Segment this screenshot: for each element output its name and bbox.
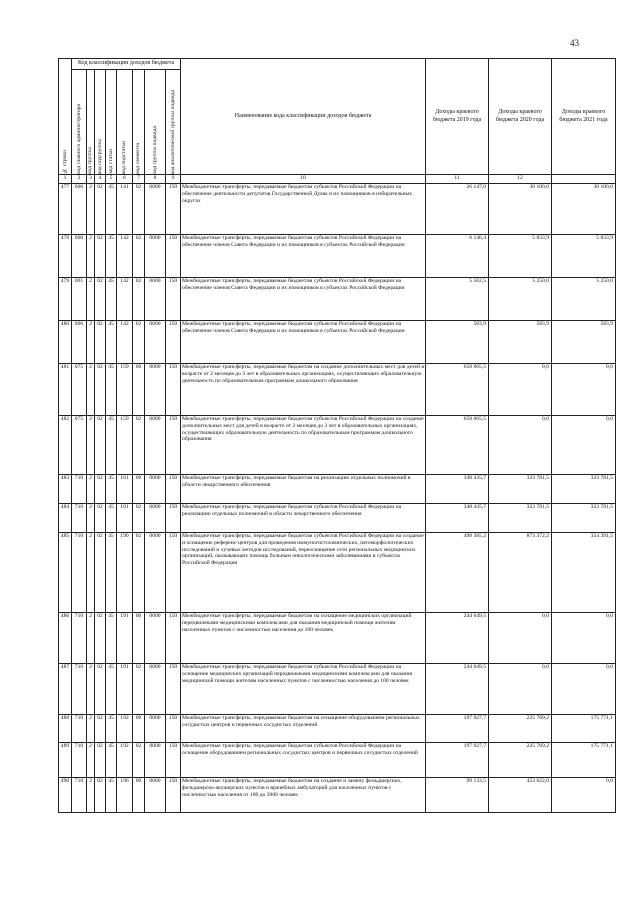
admin-code-cell: 710	[72, 475, 87, 504]
article-code-cell: 45	[106, 504, 117, 533]
income-2021-cell: 0,0	[552, 364, 616, 416]
table-body	[59, 184, 616, 813]
subarticle-code-cell: 192	[117, 715, 133, 743]
subarticle-code-cell: 192	[117, 743, 133, 778]
classification-group-header: Код классификации доходов бюджета	[72, 59, 181, 70]
subgroup-code-cell: 02	[95, 504, 106, 533]
group-code-cell: 2	[87, 184, 95, 235]
analytic-group-code-cell: 150	[166, 475, 181, 504]
admin-code-cell: 006	[72, 321, 87, 364]
column-number: 2	[72, 175, 87, 184]
income-name-cell: Межбюджетные трансферты, передаваемые бюджетам субъектов Российской Федерации на обеспечение членов Совета Федерации и их помощников в субъектах Российской Федерации	[181, 278, 426, 321]
income-2019-cell: 99 133,5	[426, 778, 489, 813]
admin-code-cell: 710	[72, 504, 87, 533]
subgroup-code-cell: 02	[95, 533, 106, 613]
income-2020-cell: 323 781,5	[489, 504, 552, 533]
article-code-cell: 45	[106, 416, 117, 475]
table-row	[59, 184, 616, 235]
element-code-cell: 02	[133, 184, 145, 235]
table-row	[59, 613, 616, 664]
analytic-group-code-header: код аналитической группы подвида	[166, 70, 181, 175]
subgroup-code-cell: 02	[95, 475, 106, 504]
column-number: 3	[87, 175, 95, 184]
subarticle-code-cell: 196	[117, 778, 133, 813]
income-name-cell: Межбюджетные трансферты, передаваемые бюджетам на реализацию отдельных полномочий в области лекарственного обеспечения	[181, 475, 426, 504]
table-row	[59, 235, 616, 278]
income-2019-cell: 26 147,0	[426, 184, 489, 235]
admin-code-header: код главного администратора	[72, 70, 87, 175]
income-2020-cell: 0,0	[489, 613, 552, 664]
income-2020-cell: 0,0	[489, 364, 552, 416]
income-2019-cell: 244 649,5	[426, 664, 489, 715]
income-2021-cell: 0,0	[552, 613, 616, 664]
income-name-cell: Межбюджетные трансферты, передаваемые бюджетам на оснащение оборудованием региональных сосудистых центров и первичных сосудистых отделений	[181, 715, 426, 743]
income-2020-cell: 0,0	[489, 416, 552, 475]
article-code-cell: 45	[106, 743, 117, 778]
income-2021-cell: 175 771,1	[552, 715, 616, 743]
analytic-group-code-cell: 150	[166, 778, 181, 813]
admin-code-cell: 710	[72, 715, 87, 743]
analytic-group-code-cell: 150	[166, 504, 181, 533]
income-2020-cell: 873 372,2	[489, 533, 552, 613]
analytic-group-code-cell: 150	[166, 743, 181, 778]
analytic-group-code-cell: 150	[166, 715, 181, 743]
income-name-cell: Межбюджетные трансферты, передаваемые бюджетам субъектов Российской Федерации на реализацию отдельных полномочий в области лекарственного обеспечения	[181, 504, 426, 533]
subgroup-code-cell: 02	[95, 613, 106, 664]
article-code-cell: 45	[106, 321, 117, 364]
subtype-group-code-cell: 0000	[145, 475, 166, 504]
column-number: 8	[145, 175, 166, 184]
admin-code-cell: 710	[72, 664, 87, 715]
income-2019-cell: 658 065,5	[426, 364, 489, 416]
income-2020-cell: 5 833,9	[489, 235, 552, 278]
analytic-group-code-cell: 150	[166, 364, 181, 416]
subgroup-code-cell: 02	[95, 715, 106, 743]
table-row	[59, 278, 616, 321]
income-2021-cell: 0,0	[552, 778, 616, 813]
element-code-cell: 02	[133, 235, 145, 278]
element-code-cell: 00	[133, 715, 145, 743]
budget-revenue-table	[58, 58, 616, 813]
table-row	[59, 715, 616, 743]
subgroup-code-cell: 02	[95, 278, 106, 321]
subtype-group-code-cell: 0000	[145, 364, 166, 416]
subtype-group-code-cell: 0000	[145, 715, 166, 743]
element-code-cell: 02	[133, 743, 145, 778]
income-2019-cell: 197 927,7	[426, 743, 489, 778]
row-number-cell: 482	[59, 416, 72, 475]
subtype-group-code-cell: 0000	[145, 664, 166, 715]
table-row	[59, 504, 616, 533]
group-code-cell: 2	[87, 664, 95, 715]
income-2021-cell: 323 781,5	[552, 475, 616, 504]
income-2020-header: Доходы краевого бюджета 2020 года	[489, 59, 552, 175]
subarticle-code-cell: 191	[117, 613, 133, 664]
income-name-cell: Межбюджетные трансферты, передаваемые бюджетам на оснащение медицинских организаций передвижными медицинскими комплексами для оказания медицинской помощи жителям населенных пунктов с численностью населения до 100 человек	[181, 613, 426, 664]
column-number: 6	[117, 175, 133, 184]
article-code-cell: 45	[106, 533, 117, 613]
income-2021-cell: 583,9	[552, 321, 616, 364]
subgroup-code-cell: 02	[95, 778, 106, 813]
income-2021-cell: 0,0	[552, 416, 616, 475]
income-2019-cell: 6 146,4	[426, 235, 489, 278]
subgroup-code-cell: 02	[95, 321, 106, 364]
element-code-cell: 02	[133, 278, 145, 321]
table-row	[59, 416, 616, 475]
income-2020-cell: 583,9	[489, 321, 552, 364]
income-2019-header: Доходы краевого бюджета 2019 года	[426, 59, 489, 175]
element-code-cell: 02	[133, 504, 145, 533]
subtype-group-code-cell: 0000	[145, 278, 166, 321]
row-number-cell: 477	[59, 184, 72, 235]
income-2021-cell: 0,0	[552, 664, 616, 715]
row-number-cell: 485	[59, 533, 72, 613]
subgroup-code-cell: 02	[95, 743, 106, 778]
article-code-cell: 45	[106, 778, 117, 813]
table-row	[59, 321, 616, 364]
subarticle-code-cell: 161	[117, 475, 133, 504]
income-2020-cell: 5 250,0	[489, 278, 552, 321]
row-number-cell: 479	[59, 278, 72, 321]
row-number-header: № строки	[59, 59, 72, 175]
income-name-cell: Межбюджетные трансферты, передаваемые бюджетам субъектов Российской Федерации на создание дополнительных мест для детей в возрасте от 2 месяцев до 3 лет в образовательных организациях, осуществляющих образовательную деятельность по образовательным программам дошкольного образования	[181, 416, 426, 475]
table-row	[59, 664, 616, 715]
subarticle-code-cell: 142	[117, 278, 133, 321]
table-row	[59, 475, 616, 504]
analytic-group-code-cell: 150	[166, 416, 181, 475]
income-name-cell: Межбюджетные трансферты, передаваемые бюджетам субъектов Российской Федерации на обеспечение членов Совета Федерации и их помощников в субъектах Российской Федерации	[181, 235, 426, 278]
income-name-cell: Межбюджетные трансферты, передаваемые бюджетам на создание дополнительных мест для детей в возрасте от 2 месяцев до 3 лет в образовательных организациях, осуществляющих образовательную деятельность по образовательным программам дошкольного образования	[181, 364, 426, 416]
row-number-cell: 486	[59, 613, 72, 664]
article-code-cell: 45	[106, 715, 117, 743]
row-number-cell: 483	[59, 475, 72, 504]
subgroup-code-cell: 02	[95, 184, 106, 235]
admin-code-cell: 710	[72, 743, 87, 778]
row-number-cell: 481	[59, 364, 72, 416]
analytic-group-code-cell: 150	[166, 235, 181, 278]
column-number: 9	[166, 175, 181, 184]
group-code-cell: 2	[87, 533, 95, 613]
element-code-cell: 02	[133, 533, 145, 613]
subarticle-code-cell: 161	[117, 504, 133, 533]
subtype-group-code-cell: 0000	[145, 743, 166, 778]
admin-code-cell: 075	[72, 364, 87, 416]
analytic-group-code-cell: 150	[166, 613, 181, 664]
subarticle-code-cell: 159	[117, 364, 133, 416]
element-code-cell: 02	[133, 321, 145, 364]
element-code-cell: 00	[133, 364, 145, 416]
income-name-cell: Межбюджетные трансферты, передаваемые бюджетам субъектов Российской Федерации на обеспечение членов Совета Федерации и их помощников в субъектах Российской Федерации	[181, 321, 426, 364]
group-code-cell: 2	[87, 364, 95, 416]
article-code-cell: 45	[106, 364, 117, 416]
admin-code-cell: 710	[72, 533, 87, 613]
subgroup-code-header: код подгруппы	[95, 70, 106, 175]
row-number-cell: 487	[59, 664, 72, 715]
article-code-cell: 45	[106, 613, 117, 664]
income-2020-cell: 30 100,0	[489, 184, 552, 235]
article-code-cell: 45	[106, 235, 117, 278]
group-code-cell: 2	[87, 321, 95, 364]
group-code-cell: 2	[87, 235, 95, 278]
income-2019-cell: 197 927,7	[426, 715, 489, 743]
row-number-cell: 478	[59, 235, 72, 278]
admin-code-cell: 006	[72, 184, 87, 235]
analytic-group-code-cell: 150	[166, 321, 181, 364]
subtype-group-code-cell: 0000	[145, 504, 166, 533]
page-number: 43	[570, 38, 579, 48]
element-code-cell: 02	[133, 664, 145, 715]
income-2021-cell: 175 771,1	[552, 743, 616, 778]
subtype-group-code-cell: 0000	[145, 416, 166, 475]
income-2019-cell: 244 649,5	[426, 613, 489, 664]
row-number-cell: 490	[59, 778, 72, 813]
income-2020-cell: 225 769,2	[489, 743, 552, 778]
column-number: 10	[181, 175, 426, 184]
element-code-cell: 00	[133, 778, 145, 813]
income-2019-cell: 658 065,5	[426, 416, 489, 475]
subtype-group-code-cell: 0000	[145, 613, 166, 664]
group-code-header: код группы	[87, 70, 95, 175]
article-code-cell: 45	[106, 278, 117, 321]
row-number-cell: 480	[59, 321, 72, 364]
subtype-group-code-header: код группы подвида	[145, 70, 166, 175]
subtype-group-code-cell: 0000	[145, 321, 166, 364]
group-code-cell: 2	[87, 504, 95, 533]
subtype-group-code-cell: 0000	[145, 184, 166, 235]
admin-code-cell: 000	[72, 235, 87, 278]
article-code-header: код статьи	[106, 70, 117, 175]
element-code-cell: 02	[133, 416, 145, 475]
subtype-group-code-cell: 0000	[145, 235, 166, 278]
element-code-header: код элемента	[133, 70, 145, 175]
element-code-cell: 00	[133, 475, 145, 504]
subgroup-code-cell: 02	[95, 364, 106, 416]
subarticle-code-header: код подстатьи	[117, 70, 133, 175]
subtype-group-code-cell: 0000	[145, 778, 166, 813]
analytic-group-code-cell: 150	[166, 184, 181, 235]
income-2021-cell: 354 391,5	[552, 533, 616, 613]
row-number-cell: 484	[59, 504, 72, 533]
admin-code-cell: 001	[72, 278, 87, 321]
column-numbers-row	[59, 175, 616, 184]
income-2020-cell: 323 781,5	[489, 475, 552, 504]
income-2021-cell: 5 250,0	[552, 278, 616, 321]
table-row	[59, 743, 616, 778]
group-code-cell: 2	[87, 613, 95, 664]
row-number-cell: 488	[59, 715, 72, 743]
column-number	[552, 175, 616, 184]
element-code-cell: 00	[133, 613, 145, 664]
group-code-cell: 2	[87, 778, 95, 813]
group-code-cell: 2	[87, 743, 95, 778]
income-2021-cell: 323 781,5	[552, 504, 616, 533]
subarticle-code-cell: 141	[117, 184, 133, 235]
subarticle-code-cell: 190	[117, 533, 133, 613]
article-code-cell: 45	[106, 664, 117, 715]
analytic-group-code-cell: 150	[166, 664, 181, 715]
income-2019-cell: 498 385,2	[426, 533, 489, 613]
income-2019-cell: 5 562,5	[426, 278, 489, 321]
admin-code-cell: 710	[72, 778, 87, 813]
table-row	[59, 778, 616, 813]
income-2020-cell: 0,0	[489, 664, 552, 715]
analytic-group-code-cell: 150	[166, 278, 181, 321]
group-code-cell: 2	[87, 416, 95, 475]
income-2019-cell: 583,9	[426, 321, 489, 364]
name-column-header: Наименование кода классификации доходов бюджета	[181, 59, 426, 175]
group-code-cell: 2	[87, 475, 95, 504]
column-number: 4	[95, 175, 106, 184]
subarticle-code-cell: 159	[117, 416, 133, 475]
admin-code-cell: 075	[72, 416, 87, 475]
income-2021-header: Доходы краевого бюджета 2021 года	[552, 59, 616, 175]
income-name-cell: Межбюджетные трансферты, передаваемые бюджетам на создание и замену фельдшерских, фельдшерско-акушерских пунктов и врачебных амбулаторий для населенных пунктов с численностью населения от 100 до 2000 человек	[181, 778, 426, 813]
article-code-cell: 45	[106, 184, 117, 235]
subarticle-code-cell: 142	[117, 235, 133, 278]
admin-code-cell: 710	[72, 613, 87, 664]
income-name-cell: Межбюджетные трансферты, передаваемые бюджетам субъектов Российской Федерации на создание и оснащение референс-центров для проведения иммуногистохимических, патоморфологических исследований и лучевых методов исследований, переоснащение сети региональных медицинских организаций, оказывающих помощь больным онкологическими заболеваниями в субъектах Российской Федерации	[181, 533, 426, 613]
subarticle-code-cell: 142	[117, 321, 133, 364]
group-code-cell: 2	[87, 278, 95, 321]
income-2021-cell: 30 100,0	[552, 184, 616, 235]
subgroup-code-cell: 02	[95, 235, 106, 278]
income-name-cell: Межбюджетные трансферты, передаваемые бюджетам субъектов Российской Федерации на оснащение оборудованием региональных сосудистых центров и первичных сосудистых отделений	[181, 743, 426, 778]
subtype-group-code-cell: 0000	[145, 533, 166, 613]
income-2020-cell: 453 622,0	[489, 778, 552, 813]
income-2019-cell: 348 435,7	[426, 504, 489, 533]
income-2021-cell: 5 833,9	[552, 235, 616, 278]
income-name-cell: Межбюджетные трансферты, передаваемые бюджетам субъектов Российской Федерации на обеспечение деятельности депутатов Государственной Думы и их помощников в избирательных округах	[181, 184, 426, 235]
table-row	[59, 533, 616, 613]
income-2020-cell: 225 769,2	[489, 715, 552, 743]
income-name-cell: Межбюджетные трансферты, передаваемые бюджетам субъектов Российской Федерации на оснащение медицинских организаций передвижными медицинскими комплексами для оказания медицинской помощи жителям населенных пунктов с численностью населения до 100 человек	[181, 664, 426, 715]
subgroup-code-cell: 02	[95, 416, 106, 475]
subgroup-code-cell: 02	[95, 664, 106, 715]
income-2019-cell: 348 435,7	[426, 475, 489, 504]
column-number: 12	[489, 175, 552, 184]
subarticle-code-cell: 191	[117, 664, 133, 715]
column-number: 5	[106, 175, 117, 184]
column-number: 7	[133, 175, 145, 184]
group-code-cell: 2	[87, 715, 95, 743]
analytic-group-code-cell: 150	[166, 533, 181, 613]
table-row	[59, 364, 616, 416]
article-code-cell: 45	[106, 475, 117, 504]
row-number-cell: 489	[59, 743, 72, 778]
column-number: 11	[426, 175, 489, 184]
column-number: 1	[59, 175, 72, 184]
